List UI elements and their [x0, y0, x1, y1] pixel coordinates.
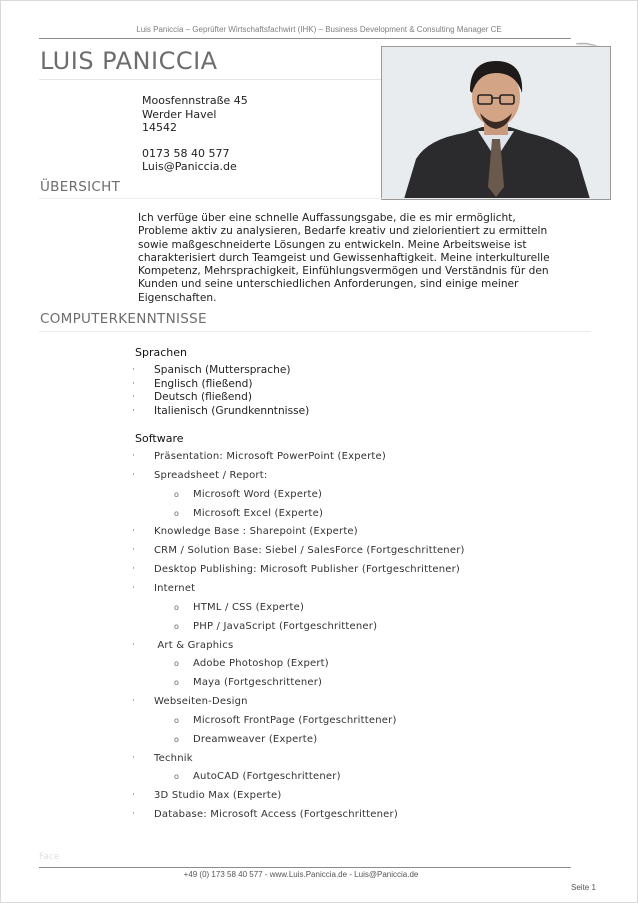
- software-subitem: HTML / CSS (Experte): [193, 602, 305, 613]
- language-item: · Spanisch (Muttersprache): [132, 364, 291, 376]
- bullet-dot-icon: ·: [132, 365, 135, 375]
- languages-list: [132, 364, 309, 418]
- phone-number: 0173 58 40 577: [142, 147, 230, 160]
- address-zip: 14542: [142, 121, 177, 134]
- address-city: Werder Havel: [142, 108, 217, 121]
- bullet-dot-icon: ·: [132, 640, 135, 650]
- bullet-circle-icon: o: [174, 772, 179, 781]
- bullet-circle-icon: o: [174, 659, 179, 668]
- bullet-circle-icon: o: [174, 716, 179, 725]
- footer-rule: [39, 867, 571, 868]
- language-item: · Englisch (fließend): [132, 377, 253, 390]
- bullet-dot-icon: ·: [132, 753, 135, 763]
- software-item: Spreadsheet / Report:: [154, 470, 268, 481]
- portrait-illustration: [382, 47, 610, 199]
- software-item: Knowledge Base : Sharepoint (Experte): [154, 526, 358, 537]
- software-subitem: AutoCAD (Fortgeschrittener): [193, 771, 341, 782]
- footer-ghost-text: Face: [39, 852, 60, 862]
- software-item: 3D Studio Max (Experte): [154, 790, 282, 801]
- address-street: Moosfennstraße 45: [142, 94, 248, 107]
- overview-rule: [39, 198, 591, 199]
- bullet-dot-icon: ·: [132, 696, 135, 706]
- bullet-dot-icon: ·: [132, 790, 135, 800]
- header-rule: [39, 38, 571, 39]
- software-subitem: Microsoft Word (Experte): [193, 489, 323, 500]
- language-item: · Deutsch (fließend): [132, 391, 252, 404]
- software-subitem: Maya (Fortgeschrittener): [193, 677, 323, 688]
- bullet-circle-icon: o: [174, 490, 179, 499]
- software-item: Webseiten-Design: [154, 696, 248, 707]
- computer-skills-rule: [39, 331, 591, 332]
- software-subitem: Microsoft FrontPage (Fortgeschrittener): [193, 715, 397, 726]
- email-link[interactable]: Luis@Paniccia.de: [142, 160, 237, 173]
- bullet-dot-icon: ·: [132, 545, 135, 555]
- bullet-circle-icon: o: [174, 735, 179, 744]
- software-subitem: PHP / JavaScript (Fortgeschrittener): [193, 621, 378, 632]
- bullet-dot-icon: ·: [132, 405, 135, 416]
- language-item: · Italienisch (Grundkenntnisse): [132, 404, 310, 417]
- software-item: Technik: [154, 753, 193, 764]
- computer-skills-heading: COMPUTERKENNTNISSE: [40, 311, 207, 327]
- bullet-dot-icon: ·: [132, 583, 135, 593]
- name-underline: [39, 79, 381, 80]
- software-item: Database: Microsoft Access (Fortgeschrittener): [154, 809, 398, 820]
- bullet-dot-icon: ·: [132, 564, 135, 574]
- bullet-dot-icon: ·: [132, 378, 135, 389]
- software-item: Desktop Publishing: Microsoft Publisher (Fortgeschrittener): [154, 564, 461, 575]
- bullet-dot-icon: ·: [132, 392, 135, 403]
- candidate-name: LUIS PANICCIA: [40, 47, 218, 75]
- software-subitem: Microsoft Excel (Experte): [193, 508, 324, 519]
- bullet-dot-icon: ·: [132, 526, 135, 536]
- bullet-circle-icon: o: [174, 678, 179, 687]
- software-item: Internet: [154, 583, 196, 594]
- bullet-dot-icon: ·: [132, 451, 135, 461]
- languages-heading: Sprachen: [135, 346, 187, 359]
- overview-text: Ich verfüge über eine schnelle Auffassungsgabe, die es mir ermöglicht, Probleme aktiv zu analysieren, Bedarfe kreativ und zielorientiert zu ermitteln sowie maßgeschneiderte Lösungen zu entwickeln. Meine Arbeitsweise ist charakterisiert durch Teamgeist und Gewissenhaftigkeit. Meine interkulturelle Kompetenz, Mehrsprachigkeit, Einfühlungsvermögen und Verständnis für den Kunden und seine unterschiedlichen Anforderungen, sind einige meiner Eigenschaften.: [138, 212, 550, 304]
- software-subitem: Dreamweaver (Experte): [193, 734, 318, 745]
- software-item: Präsentation: Microsoft PowerPoint (Experte): [154, 451, 386, 462]
- profile-photo: [381, 46, 611, 200]
- bullet-circle-icon: o: [174, 509, 179, 518]
- overview-heading: ÜBERSICHT: [40, 179, 121, 195]
- running-header: Luis Paniccia – Geprüfter Wirtschaftsfachwirt (IHK) – Business Development & Consulting Manager CE: [136, 25, 502, 34]
- software-heading: Software: [135, 432, 184, 445]
- software-item: CRM / Solution Base: Siebel / SalesForce (Fortgeschrittener): [154, 545, 465, 556]
- software-item: Art & Graphics: [154, 640, 234, 651]
- bullet-circle-icon: o: [174, 603, 179, 612]
- footer-contact-line: +49 (0) 173 58 40 577 - www.Luis.Paniccia.de - Luis@Paniccia.de: [183, 870, 419, 879]
- software-subitem: Adobe Photoshop (Expert): [193, 658, 329, 669]
- bullet-circle-icon: o: [174, 622, 179, 631]
- page-number: Seite 1: [571, 883, 596, 892]
- bullet-dot-icon: ·: [132, 470, 135, 480]
- bullet-dot-icon: ·: [132, 809, 135, 819]
